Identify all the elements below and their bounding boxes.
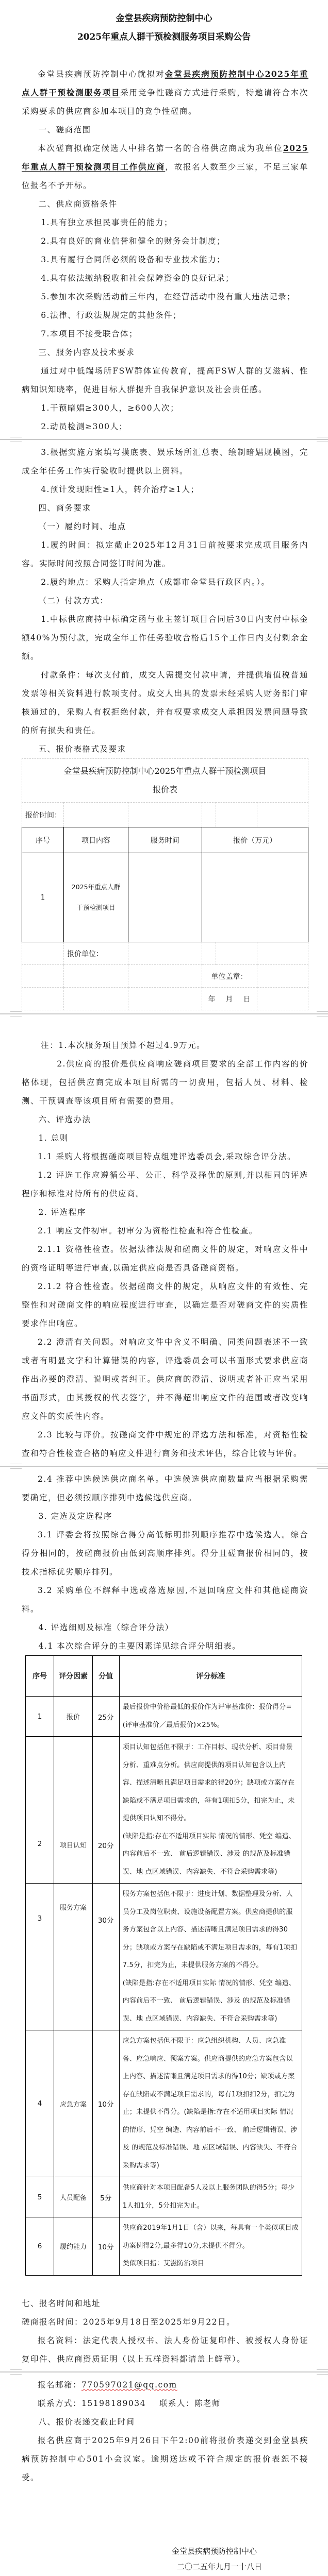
document-body — [0, 443, 328, 758]
quote-title-line-2: 报价表 — [22, 781, 308, 799]
requirement-item: 4.预计发现阳性≥1人，转介治疗≥1人； — [22, 480, 308, 499]
score-factor: 应急方案 — [54, 2030, 93, 2177]
eval-paragraph: 2.4 推荐中选候选供应商名单。中选候选供应商数量应当根据采购需要确定，但必须按顺序排列中选候选供应商。 — [22, 1470, 308, 1507]
score-row — [26, 1737, 302, 1884]
score-no: 5 — [26, 2177, 54, 2217]
criteria-text: 供应商2019年1月1日（含）以来，每具有一个类似项目成功案例得2分,最多得10分,未提供不得分。 — [123, 2219, 299, 2255]
section-2-heading: 二、供应商资格条件 — [22, 195, 308, 213]
section-1-suffix: ，故报名人数至少三家，不足三家单位报名不予开标。 — [22, 162, 308, 190]
score-criteria — [119, 1697, 302, 1737]
row-content-line-2: 干预检测项目 — [64, 897, 128, 918]
score-row — [26, 2030, 302, 2177]
quote-table-title — [22, 759, 308, 803]
quote-row — [22, 853, 308, 942]
date-day: 日 — [243, 994, 251, 1004]
requirement-item: 3.根据实施方案填写摸底表、娱乐场所汇总表、绘制暗娼规模图，完成全年任务工作实行验收时提供以上资料。 — [22, 443, 308, 480]
eval-paragraph: 2.1 响应文件初审。初审分为资格性检查和符合性检查。 — [22, 1222, 308, 1240]
quote-time-field[interactable] — [64, 803, 128, 827]
qualification-item: 1.具有独立承担民事责任的能力； — [22, 213, 308, 232]
section-1-highlight: 2025年重点人群干预检测项目工作供应商 — [22, 143, 308, 172]
criteria-similar-note: 类似项目指：艾滋防治项目 — [123, 2255, 299, 2273]
note-2: 2.供应商的报价是供应商响应磋商项目要求的全部工作内容的价格体现，包括供应商完成本项目所需的一切费用，包括人员、材料、检测、干预调查等该项目所有需要的费用。 — [22, 1055, 308, 1110]
section-1-prefix: 本次磋商拟确定候选人中排名第一名的合格供应商成为我单位 — [38, 144, 283, 153]
row-service-time[interactable] — [128, 853, 202, 942]
score-factor: 报价 — [54, 1697, 93, 1737]
score-criteria — [119, 2030, 302, 2177]
quote-unit-label: 报价单位： — [64, 942, 128, 965]
score-criteria — [119, 2177, 302, 2217]
quote-date — [202, 988, 257, 1010]
qualification-item: 2.具有良好的商业信誉和健全的财务会计制度； — [22, 232, 308, 250]
score-no: 1 — [26, 1697, 54, 1737]
section-6-heading: 六、评选办法 — [22, 1110, 308, 1129]
section-3-heading: 三、服务内容及技术要求 — [22, 343, 308, 362]
criteria-defect-note: (缺陷是指:存在不适用项目实际 情况的情形、凭空 编造、内容前后不一致、 前后逻辑错误、涉及 的规范及标准错误、地 点区域错误、内容缺失、不符合采购需求等) — [123, 1828, 299, 1882]
date-year: 年 — [208, 994, 216, 1004]
score-criteria — [119, 1737, 302, 1884]
score-criteria — [119, 2217, 302, 2276]
score-points: 5分 — [92, 2177, 119, 2217]
document-body — [0, 1036, 328, 1463]
phone-label: 联系方式： — [38, 2399, 81, 2408]
document-title — [0, 0, 328, 46]
score-table — [25, 1655, 302, 2276]
section-5-heading: 五、报价表格式及要求 — [22, 740, 308, 758]
score-row — [26, 1697, 302, 1737]
spacer — [0, 1018, 328, 1036]
score-no: 6 — [26, 2217, 54, 2276]
header-price: 报价（万元） — [202, 827, 308, 853]
section-1-heading: 一、磋商范围 — [22, 121, 308, 139]
quote-unit-field[interactable] — [128, 942, 202, 965]
registration-email-line — [22, 2376, 308, 2394]
spacer — [0, 46, 328, 65]
quote-header-row — [22, 827, 308, 853]
signature-block — [0, 2544, 328, 2574]
eval-paragraph: 3.1 评委会将按照综合得分高低标明排列顺序推荐中选候选人。综合得分相同的，按磋商报价由低到高顺序排列。得分且磋商报价相同的，按技术指标优劣顺序排列。 — [22, 1526, 308, 1581]
intro-suffix: 采用竞争性磋商方式进行采购，特邀请符合本次采购要求的供应商参加本项目的竞争性磋商。 — [22, 88, 308, 116]
score-factor: 服务方案 — [54, 1884, 93, 2030]
intro-prefix: 金堂县疾病预防控制中心就拟对 — [38, 70, 165, 79]
header-content: 项目内容 — [64, 827, 128, 853]
spacer — [0, 2276, 328, 2294]
row-content-line-1: 2025年重点人群 — [64, 877, 128, 897]
quote-table — [22, 758, 308, 1010]
page-break — [0, 2369, 328, 2375]
criteria-text: 服务方案包括但不限于：进度计划、数据整理及分析、人员分工及岗位职责、设施设备配置方案。供应商提供的服务方案包含以上内容、描述清晰且满足项目需求的得30分；缺项或方案存在缺陷或不满足项目需求的，每有1项扣7.5分，扣完为止，未提供服务方案的不得分。 — [123, 1886, 299, 1975]
eval-heading: 2. 评选程序 — [22, 1203, 308, 1222]
eval-paragraph: 1.1 采购人将根据磋商项目特点组建评选委员会,采取综合评分法。 — [22, 1147, 308, 1166]
title-line-2: 2025年重点人群干预检测服务项目采购公告 — [0, 28, 328, 46]
score-factor: 人员配备 — [54, 2177, 93, 2217]
qualification-item: 6.法律、行政法规规定的其他条件； — [22, 306, 308, 325]
qualification-item: 5.参加本次采购活动前三年内，在经营活动中没有重大违法记录； — [22, 287, 308, 306]
criteria-text: 应急方案包括但不限于：应急组织机构、人员、应急准备、应急响应、预案方案。供应商提供的应急方案包含以上内容、描述清晰且满足项目需求的得10分；缺项或方案存在缺陷或不满足项目需求的，每有1项扣扣2分，扣完为止；未提供不得分。(缺陷是指:存在不适用项目实际 情况的情形、凭空 编造、内容前后不一致、 前后逻辑错误、涉及 的规范及标准错误、地 点区域错误、内容缺失、不符合采购需求等) — [123, 2032, 299, 2175]
score-row — [26, 2217, 302, 2276]
qualification-item: 4.具有依法缴纳税收和社会保障资金的良好记录； — [22, 269, 308, 287]
row-no: 1 — [22, 853, 64, 942]
eval-heading: 4.1 本次综合评分的主要因素详见综合评分明细表。 — [22, 1637, 308, 1655]
payment-conditions: 付款条件：每次支付前，成交人需提交付款申请，并提供增值税普通发票等相关资料进行款项支付。成交人出具的发票未经采购人财务部门审核通过的，采购人有权拒绝付款，并有权要求成交人承担因发票问题导致的所有损失和责任。 — [22, 666, 308, 740]
fulfillment-item: 1.履约时间：拟定截止2025年12月31日前按要求完成项目服务内容。实际时间按照合同签订时间为准。 — [22, 536, 308, 573]
criteria-text: 项目认知包括但不限于：工作目标、现状分析、项目背景分析、重难点分析。供应商提供的项目认知包含以上内容、描述清晰且满足项目需求的得20分；缺项或方案存在缺陷或不满足项目需求的，每有1项扣5分，扣完为止，未提供项目认知不得分。 — [123, 1739, 299, 1828]
date-month: 月 — [226, 994, 233, 1004]
score-factor: 项目认知 — [54, 1737, 93, 1884]
project-name: 金堂县疾病预防控制中心2025年重点人群干预检测服务项目 — [22, 69, 308, 97]
score-factor: 履约能力 — [54, 2217, 93, 2276]
email-address[interactable]: 770597021@qq.com — [81, 2380, 177, 2389]
section-4-sub-2-heading: （二）付款方式： — [22, 591, 308, 610]
registration-materials: 报名资料：法定代表人授权书、法人身份证复印件、被授权人身份证复印件、供应商资质证明（以上五样资料都请盖上鲜章）。 — [22, 2331, 308, 2368]
page-break — [0, 1011, 328, 1016]
spacer — [0, 2487, 328, 2544]
score-no: 2 — [26, 1737, 54, 1884]
intro-paragraph — [22, 65, 308, 121]
score-row — [26, 2177, 302, 2217]
quote-time-label: 报价时间： — [22, 803, 64, 827]
score-table-container — [25, 1655, 302, 2276]
criteria-text: 最后报价中价格最低的报价作为评审基准价：报价得分=(评审基准价／最后报价)×25%。 — [123, 1699, 299, 1734]
score-points: 30分 — [92, 1884, 119, 2030]
section-3-intro: 通过对中低端场所FSW群体宣传教育，提高FSW人群的艾滋病、性病知识知晓率，促进目标人群提升自我保护意识及社会责任感。 — [22, 362, 308, 399]
eval-heading: 3. 定选及定选程序 — [22, 1507, 308, 1526]
document-body — [0, 1470, 328, 1655]
score-no: 3 — [26, 1884, 54, 2030]
quote-stamp-label: 单位盖章： — [202, 965, 257, 988]
score-points: 25分 — [92, 1697, 119, 1737]
eval-heading: 4. 评选细则及标准（综合评分法） — [22, 1618, 308, 1637]
header-no: 序号 — [22, 827, 64, 853]
contact-label: 联系人： — [159, 2399, 194, 2408]
section-7-heading: 七、报名时间和地址 — [22, 2294, 308, 2313]
contact-line — [22, 2394, 308, 2413]
requirement-item: 2.动员检测≥300人； — [22, 417, 308, 436]
header-no: 序号 — [26, 1656, 54, 1697]
score-row — [26, 1884, 302, 2030]
eval-paragraph: 2.1.1 资格性检查。依据法律法规和磋商文件的规定，对响应文件中的资格证明等进行审查,以确定供应商是否具备磋商资格。 — [22, 1240, 308, 1277]
document-body — [0, 2376, 328, 2487]
note-1: 注：1.本次服务项目预算不超过4.9万元。 — [22, 1036, 308, 1055]
spacer — [0, 2574, 328, 2576]
eval-paragraph: 3.2 采购单位不解释中选或落选原因,不退回响应文件和其他磋商资料。 — [22, 1581, 308, 1618]
header-points: 分值 — [92, 1656, 119, 1697]
page-break — [0, 437, 328, 442]
quote-title-line-1: 金堂县疾病预防控制中心2025年重点人群干预检测项目 — [22, 762, 308, 781]
qualification-item: 3.具有履行合同所必须的设备和专业技术能力； — [22, 250, 308, 269]
eval-paragraph: 1.2 评选工作应遵循公平、公正、科学及择优的原则,并以相同的评选程序和标准对待所有的供应商。 — [22, 1166, 308, 1203]
eval-paragraph: 2.2 澄清有关问题。对响应文件中含义不明确、同类问题表述不一致或者有明显文字和计算错误的内容，评选委员会可以书面形式要求供应商作出必要的澄清、说明或者纠正。供应商的澄清、说明或者补正应当采用书面形式，由其授权的代表签字，并不得超出响应文件的范围或者改变响应文件的实质性内容。 — [22, 1333, 308, 1426]
header-criteria: 评分标准 — [119, 1656, 302, 1697]
row-price[interactable] — [202, 853, 308, 942]
qualification-item: 7.本项目不接受联合体； — [22, 325, 308, 343]
score-points: 20分 — [92, 1737, 119, 1884]
phone-number: 15198189034 — [81, 2399, 146, 2408]
row-content — [64, 853, 128, 942]
quote-table-container — [22, 758, 308, 1010]
eval-paragraph: 2.1.2 符合性检查。依据磋商文件的规定，从响应文件的有效性、完整性和对磋商文件的响应程度进行审查，以确定是否对磋商文件的实质性要求作出响应。 — [22, 1277, 308, 1333]
eval-paragraph: 2.3 比较与评价。按磋商文件中规定的评选方法和标准，对资格性检查和符合性检查合格的响应文件进行商务和技术评估，综合比较与评价。 — [22, 1426, 308, 1463]
payment-item: 1.中标供应商持中标确定函与业主签订项目合同后30日内支付中标金额40%为预付款，完成全年工作任务验收合格后15个工作日内支付剩余金额。 — [22, 610, 308, 666]
score-header-row — [26, 1656, 302, 1697]
requirement-item: 1.干预暗娼≥300人，≥600人次； — [22, 399, 308, 417]
page-break — [0, 1464, 328, 1469]
qualification-list — [22, 213, 308, 343]
email-label: 报名邮箱： — [38, 2380, 81, 2389]
section-8-paragraph: 报名供应商于2025年9月26日下午2:00前将报价表递交到金堂县疾病预防控制中心501小会议室。逾期送达或不符合规定的报价表恕不接受。 — [22, 2431, 308, 2487]
section-4-sub-1-heading: （一）履约时间、地点 — [22, 517, 308, 536]
score-points: 10分 — [92, 2030, 119, 2177]
header-factor: 评分因素 — [54, 1656, 93, 1697]
score-points: 10分 — [92, 2217, 119, 2276]
document-body — [0, 2294, 328, 2368]
title-line-1: 金堂县疾病预防控制中心 — [0, 9, 328, 28]
criteria-defect-note: (缺陷是指:存在不适用项目实际 情况的情形、凭空 编造、内容前后不一致、 前后逻辑错误、涉及 的规范及标准错误、地 点区域错误、内容缺失、不符合采购需求等) — [123, 1975, 299, 2028]
contact-name: 陈老师 — [194, 2399, 221, 2408]
signature-org: 金堂县疾病预防控制中心 — [172, 2544, 328, 2559]
criteria-text: 供应商针对本项目配备5人及以上服务团队的得5分；每少1人扣1分，5分扣完为止。 — [123, 2179, 299, 2215]
signature-date: 二〇二五年九月一十八日 — [172, 2559, 328, 2574]
score-no: 4 — [26, 2030, 54, 2177]
section-4-heading: 四、商务要求 — [22, 499, 308, 517]
section-1-paragraph — [22, 139, 308, 195]
registration-time: 磋商报名时间：2025年9月18日至2025年9月22日。 — [22, 2313, 308, 2331]
eval-heading: 1. 总则 — [22, 1129, 308, 1147]
fulfillment-item: 2.履约地点：采购人指定地点（成都市金堂县行政区内。）。 — [22, 573, 308, 591]
score-criteria — [119, 1884, 302, 2030]
header-service-time: 服务时间 — [128, 827, 202, 853]
section-8-heading: 八、报价表递交截止时间 — [22, 2413, 308, 2431]
document-body — [0, 65, 328, 436]
